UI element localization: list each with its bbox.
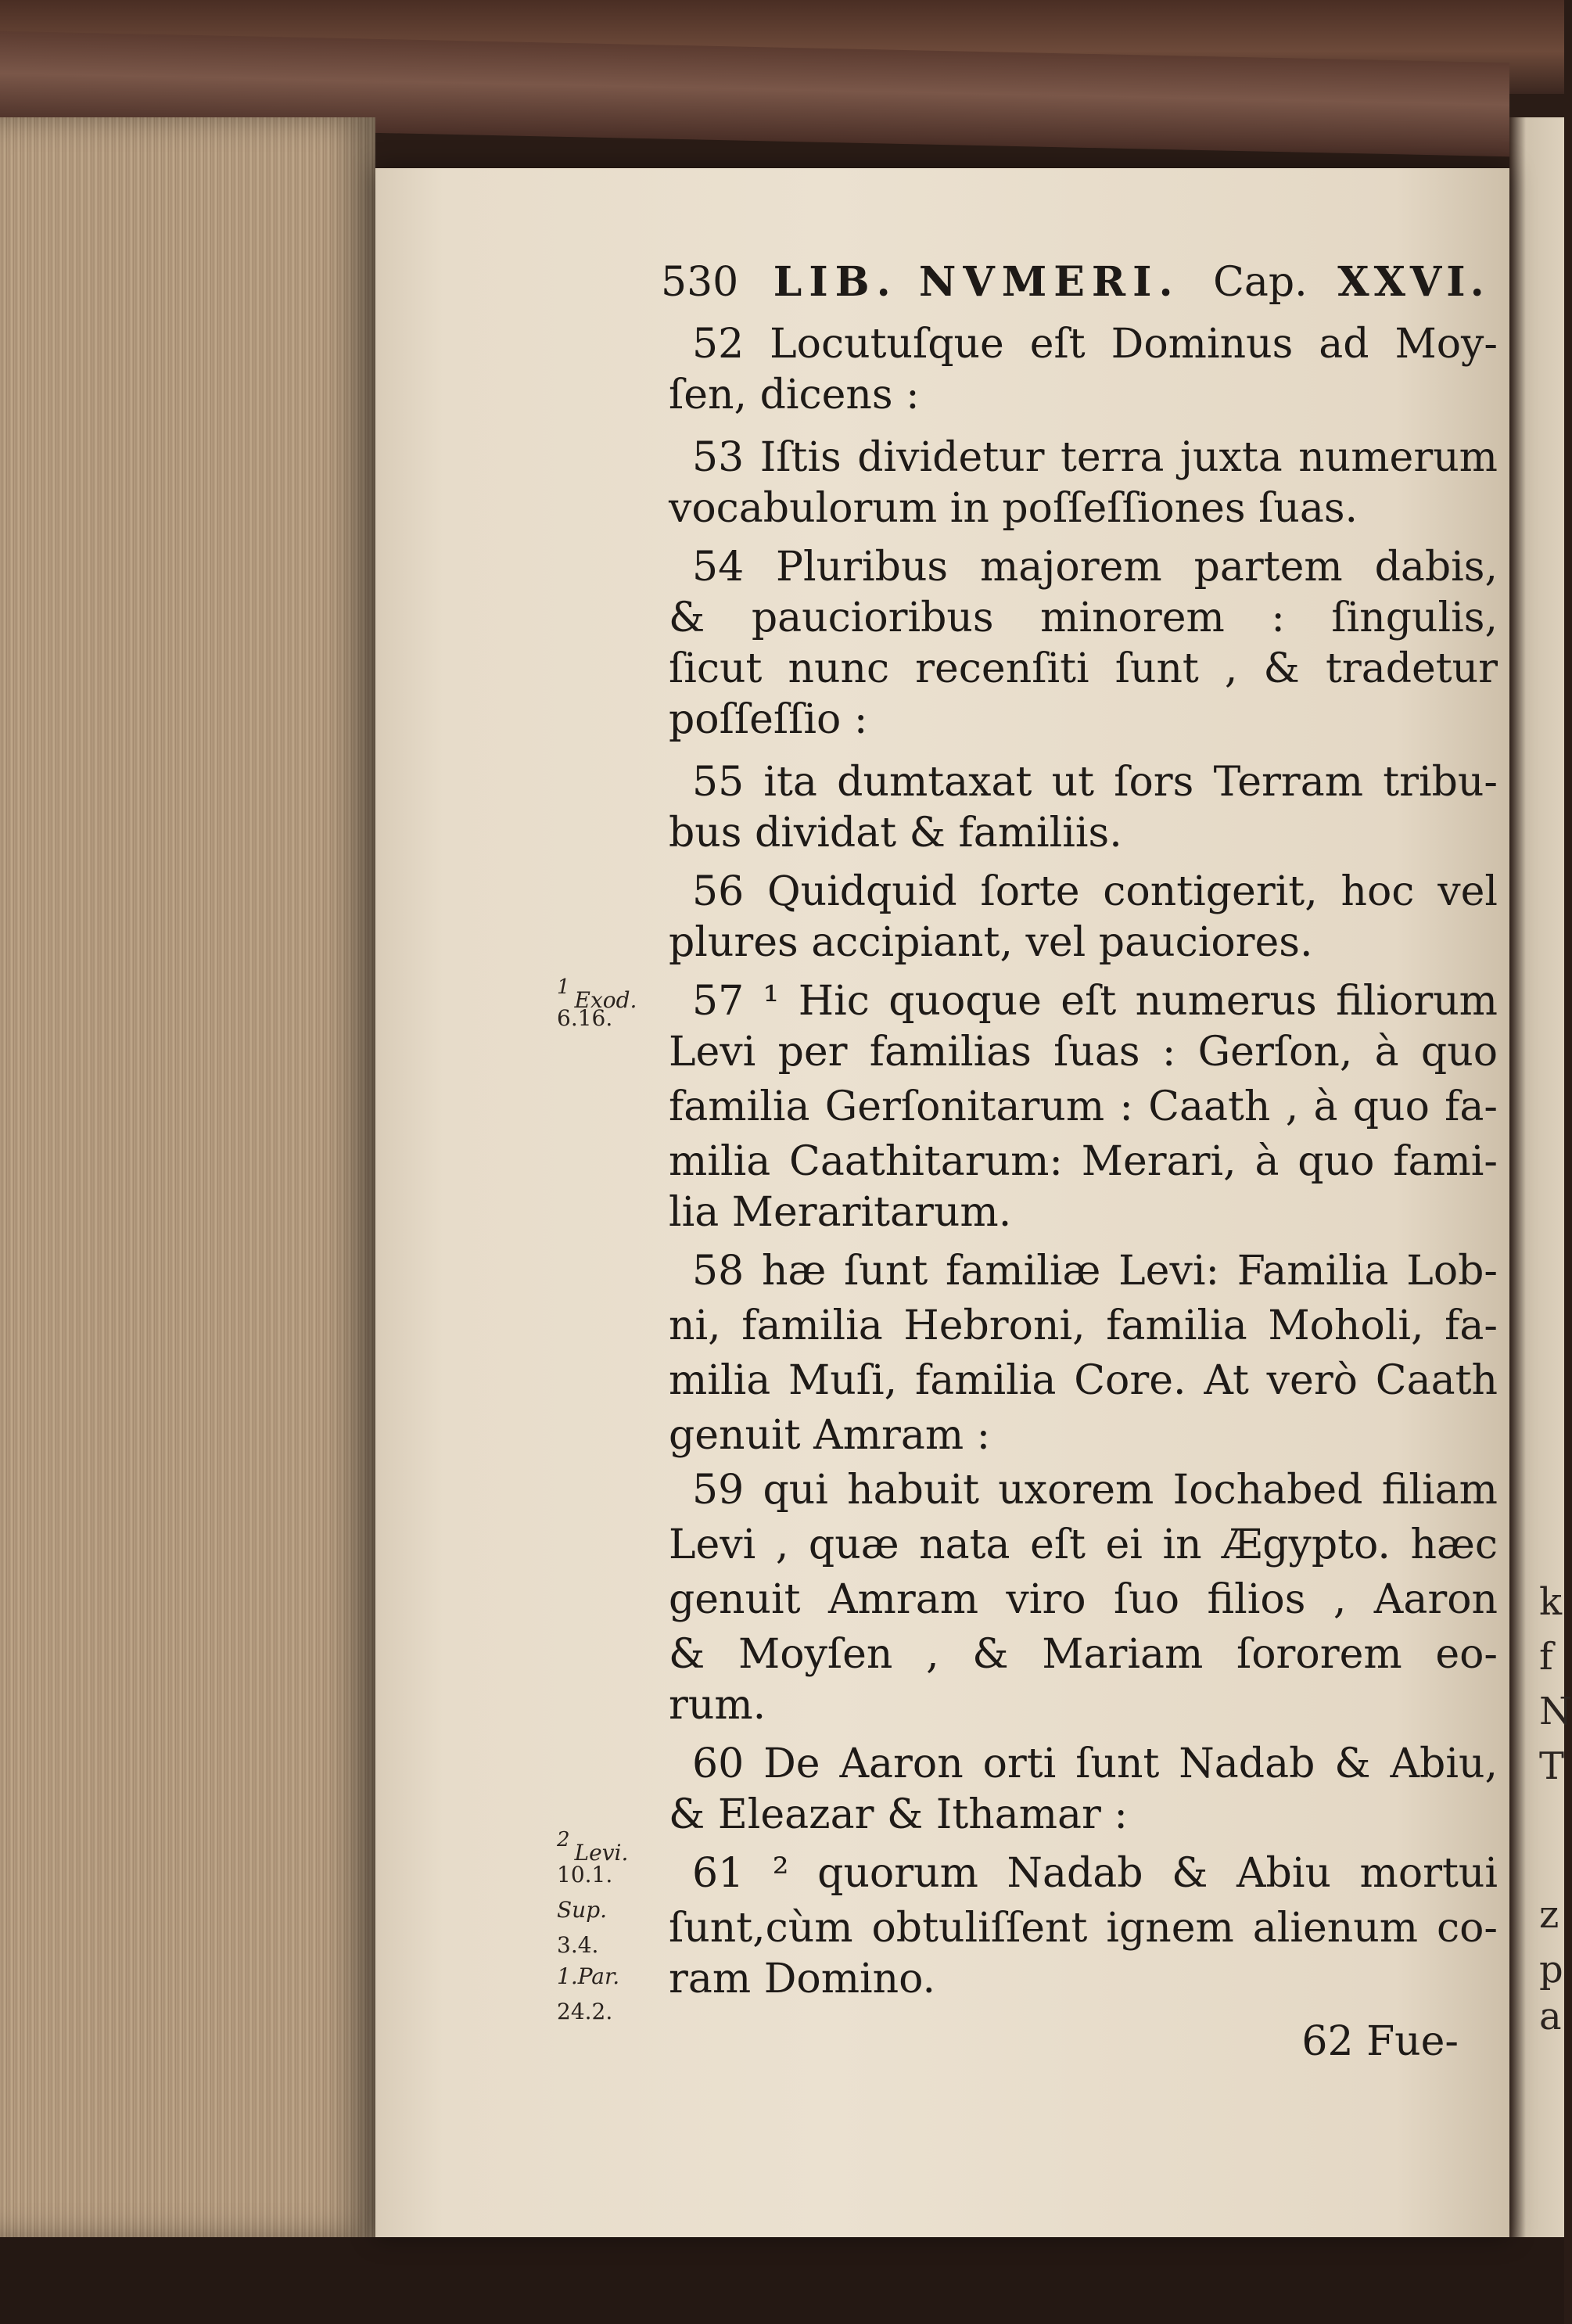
page-block-edge	[0, 117, 375, 2237]
text-line: ſen, dicens :	[669, 372, 920, 418]
margin-note: Sup.	[557, 1897, 608, 1923]
text-line: milia Caathitarum: Merari, à quo fami-	[669, 1138, 1498, 1185]
text-line: lia Meraritarum.	[669, 1189, 1012, 1236]
margin-note: 6.16.	[557, 1005, 613, 1031]
text-line: 53 Iſtis dividetur terra juxta numerum	[692, 434, 1498, 481]
text-line: vocabulorum in poſſeſſiones ſuas.	[669, 485, 1358, 532]
margin-note: 3.4.	[557, 1932, 599, 1958]
text-line: rum.	[669, 1682, 766, 1729]
facing-page-edge	[1509, 117, 1572, 2237]
note-marker: 1	[557, 975, 570, 999]
facing-page-fragment: z	[1539, 1893, 1559, 1937]
book-title: LIB. NVMERI.	[773, 258, 1180, 306]
text-line: ni, familia Hebroni, familia Moholi, fa-	[669, 1302, 1498, 1349]
text-line: & Eleazar & Ithamar :	[669, 1791, 1128, 1838]
text-line: poſſeſſio :	[669, 696, 868, 743]
text-line: 52 Locutuſque eſt Dominus ad Moy-	[692, 321, 1498, 368]
text-line: ſunt,cùm obtuliſſent ignem alienum co-	[669, 1905, 1498, 1952]
catchword: 62 Fue-	[1301, 2018, 1459, 2065]
text-line: 60 De Aaron orti ſunt Nadab & Abiu,	[692, 1740, 1498, 1787]
text-line: plures accipiant, vel pauciores.	[669, 919, 1313, 966]
note-text: Exod.	[574, 987, 637, 1013]
text-line: 54 Pluribus majorem partem dabis,	[692, 544, 1498, 591]
text-line: 61 ² quorum Nadab & Abiu mortui	[692, 1850, 1498, 1897]
running-head	[661, 258, 1489, 306]
text-line: 59 qui habuit uxorem Iochabed filiam	[692, 1467, 1498, 1514]
margin-note: 1.Par.	[557, 1963, 620, 1989]
text-line: bus dividat & familiis.	[669, 810, 1122, 857]
margin-note: 24.2.	[557, 1999, 613, 2024]
margin-note	[557, 1827, 628, 1866]
facing-page-fragment: f	[1539, 1635, 1553, 1679]
text-line: milia Muſi, familia Core. At verò Caath	[669, 1357, 1498, 1404]
text-line: genuit Amram :	[669, 1412, 991, 1459]
chapter-label: Cap.	[1213, 259, 1308, 306]
page-number: 530	[661, 259, 739, 306]
text-line: Levi per familias ſuas : Gerſon, à quo	[669, 1029, 1498, 1076]
margin-note: 10.1.	[557, 1862, 613, 1888]
facing-page-fragment: a	[1539, 1995, 1562, 2038]
text-line: & Moyſen , & Mariam ſororem eo-	[669, 1631, 1498, 1678]
facing-page-fragment: N	[1539, 1690, 1572, 1733]
text-line: Levi , quæ nata eſt ei in Ægypto. hæc	[669, 1521, 1498, 1568]
text-line: ſicut nunc recenſiti ſunt , & tradetur	[669, 645, 1498, 692]
text-line: ram Domino.	[669, 1956, 936, 2003]
note-marker: 2	[557, 1828, 570, 1852]
facing-page-fragment: k	[1539, 1580, 1563, 1624]
chapter-number: XXVI.	[1337, 258, 1489, 306]
text-line: & paucioribus minorem : ſingulis,	[669, 594, 1498, 641]
text-line: 55 ita dumtaxat ut ſors Terram tribu-	[692, 759, 1498, 806]
facing-page-fragment: T	[1539, 1744, 1565, 1788]
text-line: 57 ¹ Hic quoque eſt numerus filiorum	[692, 978, 1498, 1025]
note-text: Levi.	[574, 1840, 629, 1866]
facing-page-fragment: p	[1539, 1948, 1563, 1992]
background-bottom	[0, 2237, 1564, 2324]
text-line: 56 Quidquid ſorte contigerit, hoc vel	[692, 868, 1498, 915]
text-line: 58 hæ ſunt familiæ Levi: Familia Lob-	[692, 1248, 1498, 1295]
text-line: genuit Amram viro ſuo filios , Aaron	[669, 1576, 1498, 1623]
text-line: familia Gerſonitarum : Caath , à quo fa-	[669, 1083, 1498, 1130]
